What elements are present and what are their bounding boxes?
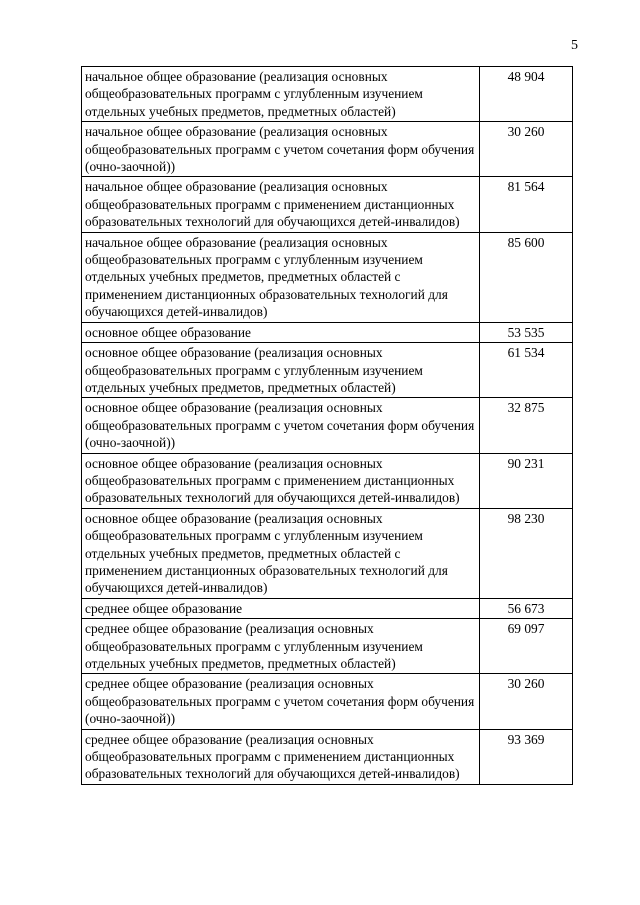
table-row xyxy=(82,398,573,453)
table-row xyxy=(82,619,573,674)
amount-cell: 30 260 xyxy=(480,674,573,729)
education-level-cell: среднее общее образование (реализация основных общеобразовательных программ с применением дистанционных образовательных технологий для обучающихся детей-инвалидов) xyxy=(82,729,480,784)
education-level-cell: среднее общее образование (реализация основных общеобразовательных программ с углубленным изучением отдельных учебных предметов, предметных областей) xyxy=(82,619,480,674)
table-row xyxy=(82,729,573,784)
amount-cell: 93 369 xyxy=(480,729,573,784)
amount-cell: 85 600 xyxy=(480,232,573,322)
amount-cell: 30 260 xyxy=(480,122,573,177)
amount-cell: 90 231 xyxy=(480,453,573,508)
table-row xyxy=(82,674,573,729)
table-row xyxy=(82,322,573,342)
education-level-cell: основное общее образование (реализация основных общеобразовательных программ с углубленным изучением отдельных учебных предметов, предметных областей с применением дистанционных образовательных технологий для обучающихся детей-инвалидов) xyxy=(82,508,480,598)
education-level-cell: среднее общее образование xyxy=(82,598,480,618)
page-number: 5 xyxy=(571,38,578,53)
education-level-cell: начальное общее образование (реализация основных общеобразовательных программ с применением дистанционных образовательных технологий для обучающихся детей-инвалидов) xyxy=(82,177,480,232)
table-row xyxy=(82,598,573,618)
amount-cell: 81 564 xyxy=(480,177,573,232)
table-row xyxy=(82,232,573,322)
education-level-cell: основное общее образование (реализация основных общеобразовательных программ с учетом сочетания форм обучения (очно-заочной)) xyxy=(82,398,480,453)
table-row xyxy=(82,67,573,122)
amount-cell: 53 535 xyxy=(480,322,573,342)
education-level-cell: начальное общее образование (реализация основных общеобразовательных программ с углубленным изучением отдельных учебных предметов, предметных областей) xyxy=(82,67,480,122)
table-row xyxy=(82,508,573,598)
education-level-cell: среднее общее образование (реализация основных общеобразовательных программ с учетом сочетания форм обучения (очно-заочной)) xyxy=(82,674,480,729)
table-row xyxy=(82,177,573,232)
table-row xyxy=(82,122,573,177)
table-row xyxy=(82,453,573,508)
education-level-cell: начальное общее образование (реализация основных общеобразовательных программ с учетом сочетания форм обучения (очно-заочной)) xyxy=(82,122,480,177)
amount-cell: 61 534 xyxy=(480,343,573,398)
education-level-cell: основное общее образование (реализация основных общеобразовательных программ с углубленным изучением отдельных учебных предметов, предметных областей) xyxy=(82,343,480,398)
education-level-cell: основное общее образование xyxy=(82,322,480,342)
education-level-cell: основное общее образование (реализация основных общеобразовательных программ с применением дистанционных образовательных технологий для обучающихся детей-инвалидов) xyxy=(82,453,480,508)
tariff-table xyxy=(81,66,573,785)
table-row xyxy=(82,343,573,398)
amount-cell: 56 673 xyxy=(480,598,573,618)
amount-cell: 98 230 xyxy=(480,508,573,598)
amount-cell: 32 875 xyxy=(480,398,573,453)
amount-cell: 69 097 xyxy=(480,619,573,674)
education-level-cell: начальное общее образование (реализация основных общеобразовательных программ с углубленным изучением отдельных учебных предметов, предметных областей с применением дистанционных образовательных технологий для обучающихся детей-инвалидов) xyxy=(82,232,480,322)
amount-cell: 48 904 xyxy=(480,67,573,122)
